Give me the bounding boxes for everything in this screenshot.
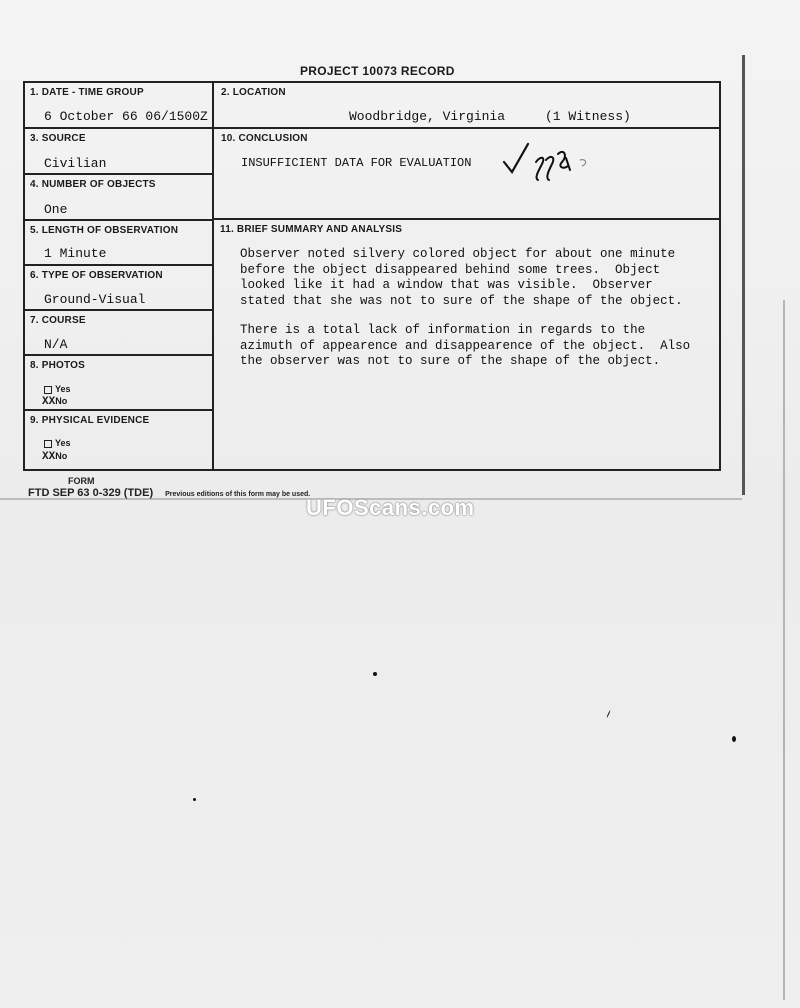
- length-of-observation-label: 5. LENGTH OF OBSERVATION: [30, 225, 179, 236]
- course-value: N/A: [44, 337, 68, 352]
- checkbox-icon: [44, 386, 52, 394]
- source-value: Civilian: [44, 156, 107, 171]
- row-divider: [23, 173, 213, 175]
- photos-yes-label: Yes: [55, 384, 71, 394]
- physical-evidence-label: 9. PHYSICAL EVIDENCE: [30, 415, 150, 426]
- scan-speck: [193, 798, 196, 801]
- date-time-group-label: 1. DATE - TIME GROUP: [30, 87, 144, 98]
- page-edge: [742, 55, 745, 495]
- row-divider: [23, 354, 213, 356]
- type-of-observation-label: 6. TYPE OF OBSERVATION: [30, 270, 163, 281]
- photos-label: 8. PHOTOS: [30, 360, 85, 371]
- physical-evidence-yes-label: Yes: [55, 438, 71, 448]
- conclusion-value: INSUFFICIENT DATA FOR EVALUATION: [241, 156, 472, 170]
- photos-yes-option: [44, 384, 71, 394]
- location-value: Woodbridge, Virginia: [349, 109, 506, 124]
- summary-paragraph-1: Observer noted silvery colored object for about one minute before the object disappeared behind some trees. Object looked like it had a window that was visible. Observer stated that she was not to sure of the shape of the object.: [240, 247, 683, 308]
- footer-form-id: [28, 487, 310, 499]
- summary-label: 11. BRIEF SUMMARY AND ANALYSIS: [220, 224, 403, 235]
- watermark: UFOScans.com: [306, 495, 475, 520]
- page-edge-shadow: [783, 300, 785, 1000]
- form-title: PROJECT 10073 RECORD: [300, 64, 455, 78]
- row-divider: [213, 218, 719, 220]
- date-time-group-value: 6 October 66 06/1500Z: [44, 109, 208, 124]
- summary-paragraph-2: There is a total lack of information in regards to the azimuth of appearence and disappearence of the object. Also the observer was not to sure of the shape of the object.: [240, 323, 691, 368]
- row-divider: [23, 127, 719, 129]
- row-divider: [23, 309, 213, 311]
- type-of-observation-value: Ground-Visual: [44, 292, 146, 307]
- form-id: FTD SEP 63 0-329 (TDE): [28, 487, 154, 499]
- number-of-objects-label: 4. NUMBER OF OBJECTS: [30, 179, 156, 190]
- scan-speck: [373, 672, 377, 676]
- photos-no-option: [42, 396, 67, 408]
- footer-note: Previous editions of this form may be used.: [165, 491, 311, 498]
- photos-no-label: No: [55, 396, 68, 406]
- location-label: 2. LOCATION: [221, 87, 286, 98]
- photos-no-mark: XX: [42, 396, 56, 408]
- checkbox-icon: [44, 440, 52, 448]
- length-of-observation-value: 1 Minute: [44, 246, 107, 261]
- footer-form-label: FORM: [68, 476, 95, 486]
- witness-count: (1 Witness): [545, 109, 631, 124]
- handwritten-checkmark-initials-icon: [502, 140, 592, 185]
- number-of-objects-value: One: [44, 202, 68, 217]
- course-label: 7. COURSE: [30, 315, 86, 326]
- conclusion-label: 10. CONCLUSION: [221, 133, 308, 144]
- scan-speck: [732, 736, 736, 742]
- physical-evidence-no-label: No: [55, 451, 68, 461]
- physical-evidence-yes-option: [44, 438, 71, 448]
- scan-speck: [606, 710, 610, 718]
- row-divider: [23, 409, 213, 411]
- physical-evidence-no-option: [42, 451, 67, 463]
- source-label: 3. SOURCE: [30, 133, 86, 144]
- physical-evidence-no-mark: XX: [42, 451, 56, 463]
- row-divider: [23, 264, 213, 266]
- row-divider: [23, 219, 213, 221]
